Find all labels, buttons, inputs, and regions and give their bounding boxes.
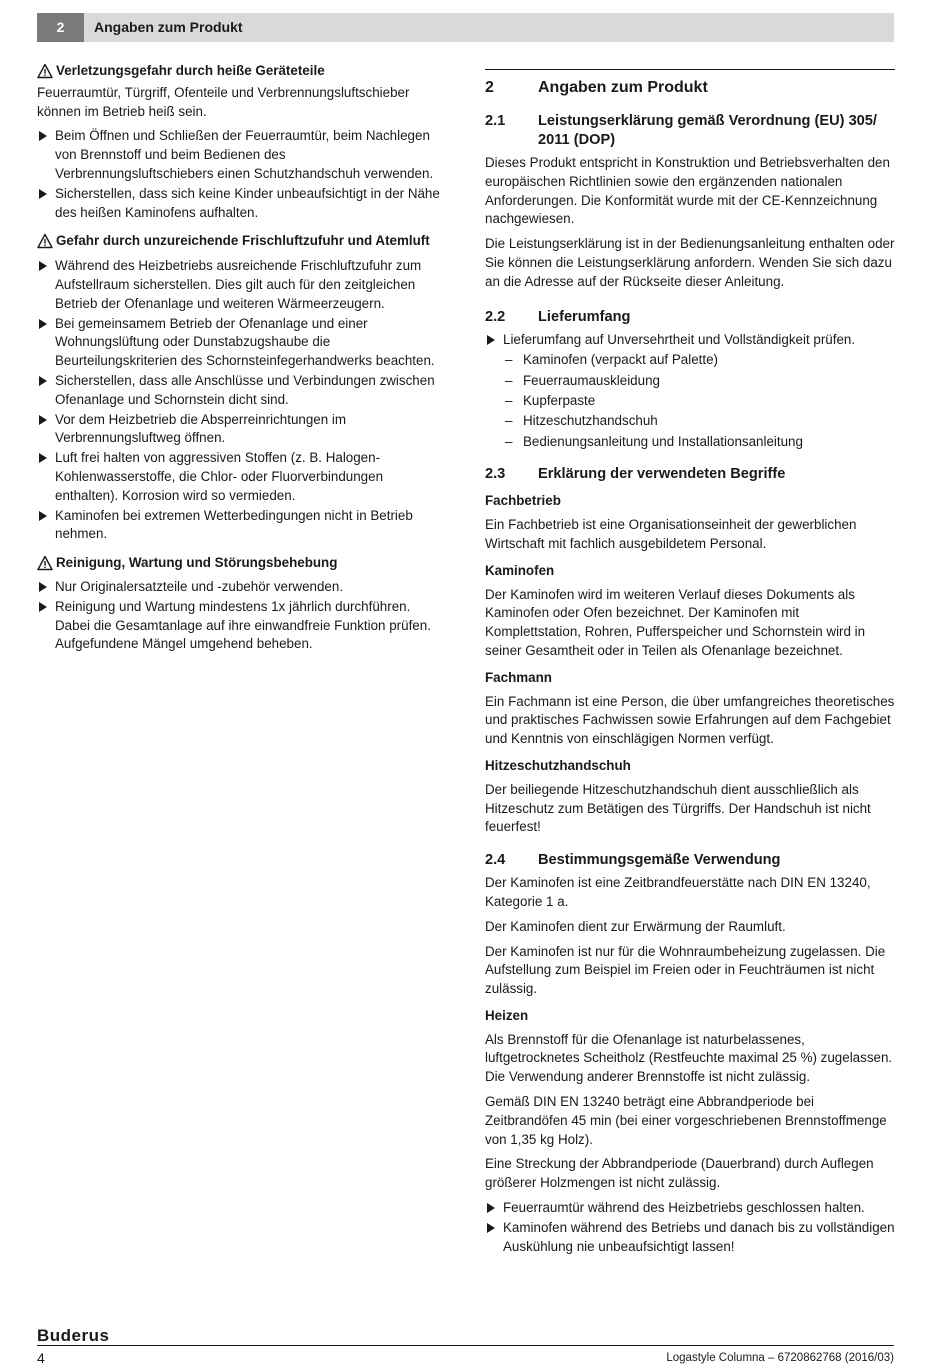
term-heading: Kaminofen: [485, 562, 555, 578]
term-text: Ein Fachbetrieb ist eine Organisationseinheit der gewerblichen Wirtschaft mit fachlich ausgebildetem Personal.: [485, 517, 857, 551]
term-heading: Hitzeschutzhandschuh: [485, 757, 631, 773]
list-item: Während des Heizbetriebs ausreichende Frischluftzufuhr zum Aufstellraum sicherstellen. Dies gilt auch für den zeitgleichen Betrieb der Ofenanlage und weiteren Wärmeerzeugern.: [37, 257, 447, 313]
list-item: Luft frei halten von aggressiven Stoffen (z. B. Halogen-Kohlenwasserstoffe, die Chlor- oder Fluorverbindungen enthalten). Korrosion wird so vermieden.: [37, 449, 447, 505]
right-column: [485, 69, 895, 1257]
running-header: [37, 13, 894, 42]
section-title: Bestimmungsgemäße Verwendung: [538, 852, 781, 869]
term-text: Der beiliegende Hitzeschutzhandschuh dient ausschließlich als Hitzeschutz zum Betätigen des Türgriffs. Der Handschuh ist nicht feuerfest!: [485, 781, 871, 835]
list-item: Sicherstellen, dass sich keine Kinder unbeaufsichtigt in der Nähe des heißen Kaminofens aufhalten.: [37, 185, 447, 223]
arrow-bullet-icon: [487, 1223, 495, 1233]
section-heading-2-4: 2.4 Bestimmungsgemäße Verwendung: [485, 852, 781, 869]
chapter-heading-title: Angaben zum Produkt: [538, 79, 708, 96]
warning-title: Gefahr durch unzureichende Frischluftzufuhr und Atemluft: [56, 233, 430, 249]
warning-intro: Feuerraumtür, Türgriff, Ofenteile und Verbrennungsluftschieber können im Betrieb heiß sein.: [37, 84, 410, 119]
arrow-bullet-icon: [39, 602, 47, 612]
section-heading-2-3: 2.3 Erklärung der verwendeten Begriffe: [485, 466, 786, 483]
arrow-bullet-icon: [39, 453, 47, 463]
check-list: [485, 331, 895, 350]
list-item: – Feuerraumauskleidung: [505, 372, 660, 388]
list-item: Vor dem Heizbetrieb die Absperreinrichtungen im Verbrennungsluftweg öffnen.: [37, 411, 447, 449]
section-title: Leistungserklärung gemäß Verordnung (EU) 305/ 2011 (DOP): [538, 113, 877, 148]
warning-title: Reinigung, Wartung und Störungsbehebung: [56, 555, 338, 571]
document-reference: Logastyle Columna – 6720862768 (2016/03): [666, 1352, 894, 1364]
paragraph: Der Kaminofen ist eine Zeitbrandfeuerstätte nach DIN EN 13240, Kategorie 1 a.: [485, 875, 871, 909]
warning-section: [37, 232, 447, 544]
term-text: Ein Fachmann ist eine Person, die über umfangreiches theoretisches und praktisches Fachwissen sowie Erfahrungen auf dem Fachgebiet und Kenntnis von einschlägigen Normen verfügt.: [485, 693, 895, 747]
warning-list: [37, 578, 447, 654]
arrow-bullet-icon: [39, 582, 47, 592]
page-number: 4: [37, 1350, 45, 1366]
list-item: Kaminofen während des Betriebs und danach bis zu vollständigen Auskühlung nie unbeaufsichtigt lassen!: [485, 1219, 895, 1257]
paragraph: Dieses Produkt entspricht in Konstruktion und Betriebsverhalten den europäischen Richtlinien sowie den ergänzenden nationalen Anforderungen. Die Konformität wurde mit der CE-Kennzeichnung nachgewiesen.: [485, 155, 890, 227]
list-item: Sicherstellen, dass alle Anschlüsse und Verbindungen zwischen Ofenanlage und Schornstein dicht sind.: [37, 372, 447, 410]
arrow-bullet-icon: [487, 335, 495, 345]
arrow-bullet-icon: [39, 131, 47, 141]
arrow-bullet-icon: [39, 511, 47, 521]
chapter-title: Angaben zum Produkt: [94, 19, 243, 35]
warning-list: [37, 127, 447, 222]
section-title: Lieferumfang: [538, 308, 631, 325]
section-heading-2-2: 2.2 Lieferumfang: [485, 308, 631, 325]
paragraph: Die Leistungserklärung ist in der Bedienungsanleitung enthalten oder Sie können die Leistungserklärung anfordern. Wenden Sie sich dazu an die Adresse auf der Rückseite dieser Anleitung.: [485, 236, 895, 289]
list-item: Nur Originalersatzteile und -zubehör verwenden.: [37, 578, 447, 597]
footer-divider: [37, 1345, 894, 1346]
paragraph: Der Kaminofen ist nur für die Wohnraumbeheizung zugelassen. Die Aufstellung zum Beispiel im Freien oder in Feuchträumen ist nicht zulässig.: [485, 943, 886, 997]
warning-list: [37, 257, 447, 544]
left-column: [37, 62, 447, 664]
brand-logo: Buderus: [37, 1326, 110, 1345]
chapter-heading-number: 2: [485, 79, 494, 96]
warning-triangle-icon: [37, 555, 53, 571]
term-text: Der Kaminofen wird im weiteren Verlauf dieses Dokuments als Kaminofen oder Ofen bezeichnet. Der Kaminofen mit Komplettstation, Rohren, Pufferspeicher und Schornstein wird in seiner Gesamtheit oder in Teilen als Ofenanlage bezeichnet.: [485, 586, 866, 658]
list-item: Bei gemeinsamem Betrieb der Ofenanlage und einer Wohnungslüftung oder Dunstabzugshaube die Beurteilungskriterien des Schornsteinfegerhandwerks beachten.: [37, 315, 447, 371]
warning-triangle-icon: [37, 63, 53, 79]
term-heading: Heizen: [485, 1007, 529, 1023]
arrow-bullet-icon: [487, 1203, 495, 1213]
list-item: – Bedienungsanleitung und Installationsanleitung: [505, 433, 803, 449]
section-title: Erklärung der verwendeten Begriffe: [538, 466, 786, 483]
warning-section: [37, 554, 447, 654]
warning-heading: [37, 554, 447, 573]
heating-list: [485, 1199, 895, 1256]
list-item: – Hitzeschutzhandschuh: [505, 413, 658, 429]
warning-section: [37, 62, 447, 222]
warning-triangle-icon: [37, 233, 53, 249]
arrow-bullet-icon: [39, 319, 47, 329]
paragraph: Gemäß DIN EN 13240 beträgt eine Abbrandperiode bei Zeitbrandöfen 45 min (bei einer vorgeschriebenen Brennstoffmenge von 1,35 kg Holz).: [485, 1094, 887, 1147]
warning-heading: [37, 62, 447, 81]
arrow-bullet-icon: [39, 189, 47, 199]
section-heading-2-1: 2.1 Leistungserklärung gemäß Verordnung (EU) 305/ 2011 (DOP): [485, 112, 895, 150]
chapter-heading: [485, 78, 895, 98]
list-item: Lieferumfang auf Unversehrtheit und Vollständigkeit prüfen.: [485, 331, 895, 350]
list-item: – Kaminofen (verpackt auf Palette): [505, 352, 719, 368]
term-heading: Fachmann: [485, 669, 552, 685]
paragraph: Der Kaminofen dient zur Erwärmung der Raumluft.: [485, 918, 786, 934]
paragraph: Eine Streckung der Abbrandperiode (Dauerbrand) durch Auflegen größerer Holzmengen ist nicht zulässig.: [485, 1156, 874, 1191]
chapter-number: 2: [37, 13, 84, 42]
warning-title: Verletzungsgefahr durch heiße Geräteteile: [56, 63, 325, 78]
list-item: – Kupferpaste: [505, 392, 596, 408]
warning-heading: [37, 232, 447, 251]
delivery-list: [485, 351, 895, 451]
paragraph: Als Brennstoff für die Ofenanlage ist naturbelassenes, luftgetrocknetes Scheitholz (Restfeuchte maximal 25 %) zugelassen. Die Verwendung anderer Brennstoffe ist nicht zulässig.: [485, 1031, 893, 1085]
list-item: Beim Öffnen und Schließen der Feuerraumtür, beim Nachlegen von Brennstoff und beim Bedienen des Verbrennungsluftschiebers einen Schutzhandschuh verwenden.: [37, 127, 447, 183]
arrow-bullet-icon: [39, 376, 47, 386]
list-item: Reinigung und Wartung mindestens 1x jährlich durchführen. Dabei die Gesamtanlage auf ihre einwandfreie Funktion prüfen. Aufgefundene Mängel umgehend beheben.: [37, 598, 447, 654]
term-heading: Fachbetrieb: [485, 493, 561, 509]
arrow-bullet-icon: [39, 415, 47, 425]
list-item: Kaminofen bei extremen Wetterbedingungen nicht in Betrieb nehmen.: [37, 507, 447, 545]
list-item: Feuerraumtür während des Heizbetriebs geschlossen halten.: [485, 1199, 895, 1218]
arrow-bullet-icon: [39, 261, 47, 271]
